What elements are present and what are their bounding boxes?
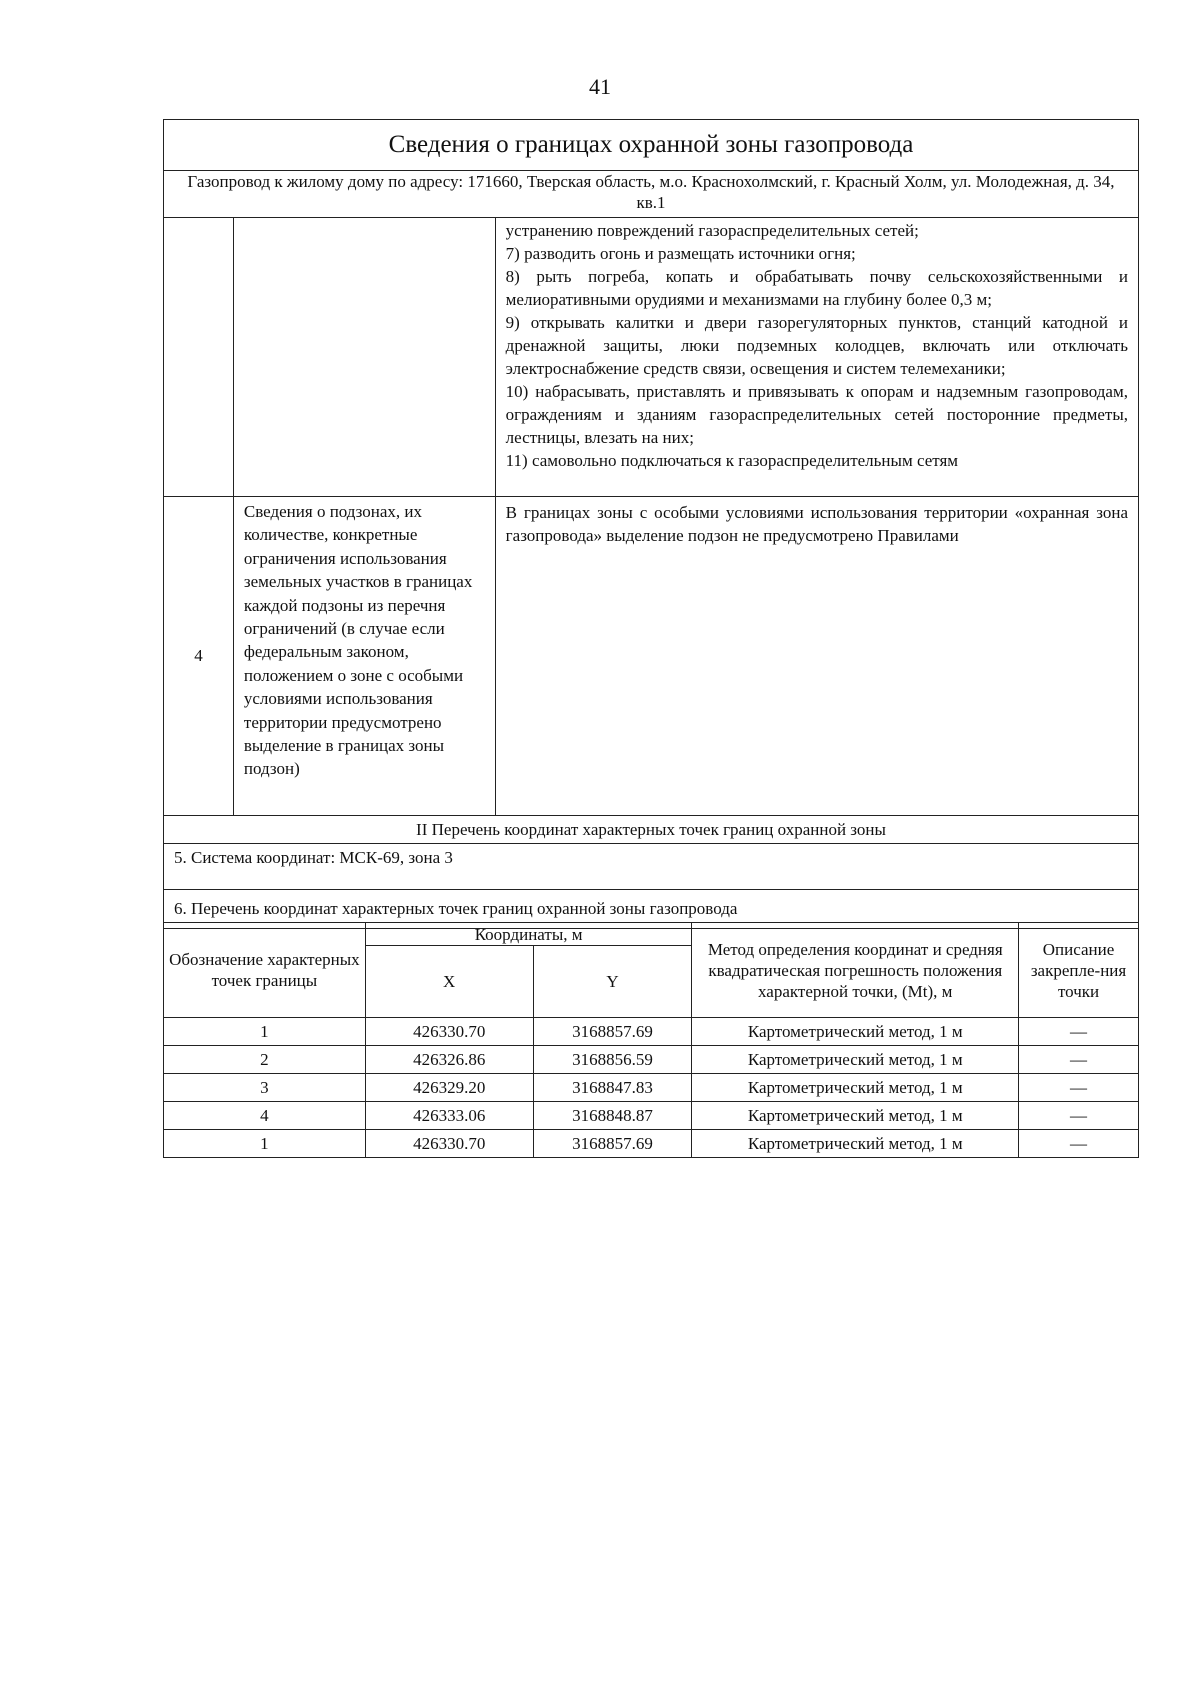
table-row [164,1102,1139,1130]
description-cell: — [1019,1046,1139,1074]
y-cell: 3168847.83 [533,1074,692,1102]
restriction-item: 10) набрасывать, приставлять и привязывать к опорам и надземным газопроводам, ограждениям и зданиям газораспределительных сетей посторонние предметы, лестницы, влезать на них; [505,382,1128,447]
subzones-value: В границах зоны с особыми условиями использования территории «охранная зона газопровода» выделение подзон не предусмотрено Правилами [495,497,1138,816]
method-cell: Картометрический метод, 1 м [692,1046,1019,1074]
header-x: X [365,946,533,1018]
point-cell: 1 [164,1018,366,1046]
header-coordinates: Координаты, м [365,923,692,946]
row-number: 4 [164,497,234,816]
x-cell: 426330.70 [365,1130,533,1158]
header-point: Обозначение характерных точек границы [164,923,366,1018]
description-cell: — [1019,1074,1139,1102]
method-cell: Картометрический метод, 1 м [692,1018,1019,1046]
document-title: Сведения о границах охранной зоны газопровода [164,120,1139,171]
point-cell: 1 [164,1130,366,1158]
header-y: Y [533,946,692,1018]
point-cell: 3 [164,1074,366,1102]
point-cell: 4 [164,1102,366,1130]
x-cell: 426326.86 [365,1046,533,1074]
x-cell: 426333.06 [365,1102,533,1130]
restrictions-list [496,218,1138,473]
x-cell: 426330.70 [365,1018,533,1046]
y-cell: 3168857.69 [533,1130,692,1158]
restriction-item: 9) открывать калитки и двери газорегуляторных пунктов, станций катодной и дренажной защиты, люки подземных колодцев, включать или отключать электроснабжение средств связи, освещения и систем телемеханики; [505,313,1128,378]
header-method [692,923,1019,1018]
table-row [164,1130,1139,1158]
method-cell: Картометрический метод, 1 м [692,1130,1019,1158]
y-cell: 3168848.87 [533,1102,692,1130]
y-cell: 3168856.59 [533,1046,692,1074]
header-method-text: Метод определения координат и средняя квадратическая погрешность положения характерной точки, (Mt), м [707,939,1003,1001]
restriction-item: устранению повреждений газораспределительных сетей; [505,221,919,240]
pipeline-address: Газопровод к жилому дому по адресу: 171660, Тверская область, м.о. Краснохолмский, г. Красный Холм, ул. Молодежная, д. 34, кв.1 [164,171,1139,218]
restriction-item: 11) самовольно подключаться к газораспределительным сетям [505,451,959,470]
x-cell: 426329.20 [365,1074,533,1102]
empty-name-cell [233,218,495,497]
header-description: Описание закрепле-ния точки [1019,923,1139,1018]
method-cell: Картометрический метод, 1 м [692,1102,1019,1130]
table-row [164,1046,1139,1074]
description-cell: — [1019,1018,1139,1046]
description-cell: — [1019,1130,1139,1158]
y-cell: 3168857.69 [533,1018,692,1046]
restriction-item: 8) рыть погреба, копать и обрабатывать почву сельскохозяйственными и мелиоративными орудиями и механизмами на глубину более 0,3 м; [505,267,1128,309]
coordinate-system: 5. Система координат: МСК-69, зона 3 [164,844,1139,890]
coordinate-list-title: 6. Перечень координат характерных точек границ охранной зоны газопровода [164,890,1139,929]
method-cell: Картометрический метод, 1 м [692,1074,1019,1102]
table-row [164,1018,1139,1046]
point-cell: 2 [164,1046,366,1074]
restrictions-cell [495,218,1138,497]
section-2-heading: II Перечень координат характерных точек границ охранной зоны [164,816,1139,844]
zone-info-table [163,119,1139,929]
restriction-item: 7) разводить огонь и размещать источники огня; [505,244,856,263]
subzones-label: Сведения о подзонах, их количестве, конкретные ограничения использования земельных участков в границах каждой подзоны из перечня ограничений (в случае если федеральным законом, положением о зоне с особыми условиями использования территории предусмотрено выделение в границах зоны подзон) [233,497,495,816]
empty-number-cell [164,218,234,497]
table-row [164,1074,1139,1102]
coordinates-table [163,922,1139,1158]
page-number: 41 [589,74,611,99]
description-cell: — [1019,1102,1139,1130]
